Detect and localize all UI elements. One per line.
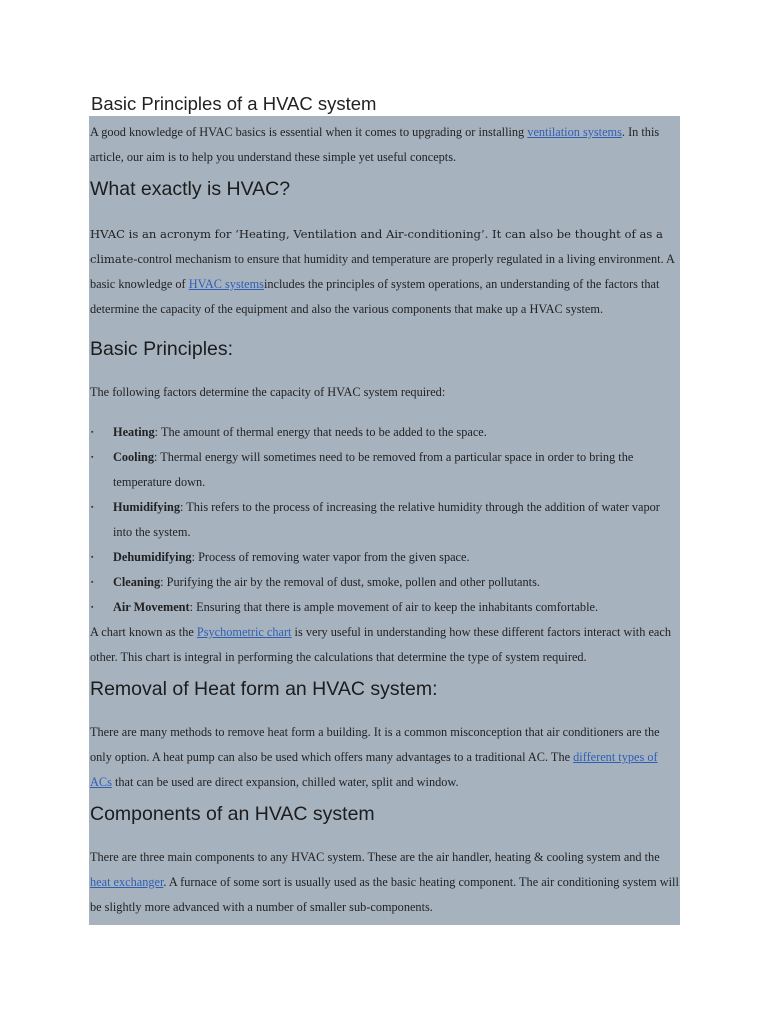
- intro-paragraph: [90, 120, 679, 170]
- chart-text-before: A chart known as the: [90, 625, 197, 639]
- link-ventilation-systems[interactable]: ventilation systems: [527, 125, 622, 139]
- bullet-icon: ▪: [91, 603, 94, 611]
- factor-term: Humidifying: [113, 500, 180, 514]
- chart-paragraph: [90, 620, 679, 670]
- what-is-text-2: -control mechanism to ensure that humidity and temperature are properly regulated in a living environment. A basic knowledge of: [90, 252, 675, 291]
- heading-removal-of-heat: Removal of Heat form an HVAC system:: [90, 678, 438, 700]
- link-psychometric-chart[interactable]: Psychometric chart: [196, 625, 292, 639]
- what-is-text-3: includes the principles of system operations, an understanding of the factors that determine the capacity of the equipment and also the various components that make up a HVAC system.: [90, 277, 660, 316]
- link-heat-exchanger[interactable]: heat exchanger: [90, 875, 164, 889]
- list-item-air-movement: [90, 595, 679, 620]
- components-text-after: . A furnace of some sort is usually used as the basic heating component. The air conditioning system will be slightly more advanced with a number of smaller sub-components.: [90, 875, 679, 914]
- factor-desc: : This refers to the process of increasing the relative humidity through the addition of water vapor into the system.: [113, 500, 660, 539]
- intro-text: A good knowledge of HVAC basics is essential when it comes to upgrading or installing: [90, 125, 528, 139]
- list-item-cooling: [90, 445, 679, 495]
- principles-lead: The following factors determine the capacity of HVAC system required:: [90, 385, 446, 399]
- components-text-before: There are three main components to any HVAC system. These are the air handler, heating & cooling system and the: [90, 850, 660, 864]
- components-paragraph: [90, 845, 679, 920]
- removal-paragraph: [90, 720, 679, 795]
- bullet-icon: ▪: [91, 453, 94, 461]
- link-hvac-systems[interactable]: HVAC systems: [188, 277, 264, 291]
- intro-text-after: . In this article, our aim is to help you understand these simple yet useful concepts.: [90, 125, 660, 164]
- factor-desc: : The amount of thermal energy that needs to be added to the space.: [154, 425, 487, 439]
- page-title: Basic Principles of a HVAC system: [91, 93, 377, 114]
- heading-basic-principles: Basic Principles:: [90, 338, 234, 360]
- bullet-icon: ▪: [91, 428, 94, 436]
- factor-term: Cleaning: [113, 575, 161, 589]
- article-body: [89, 116, 680, 925]
- chart-text-after: is very useful in understanding how these different factors interact with each other. This chart is integral in performing the calculations that determine the type of system required.: [90, 625, 671, 664]
- removal-text-after: that can be used are direct expansion, chilled water, split and window.: [111, 775, 459, 789]
- list-item-humidifying: [90, 495, 679, 545]
- list-item-dehumidifying: [90, 545, 679, 570]
- factor-term: Heating: [113, 425, 155, 439]
- heading-what-is-hvac: What exactly is HVAC?: [90, 178, 291, 200]
- bullet-icon: ▪: [91, 503, 94, 511]
- factor-desc: : Purifying the air by the removal of dust, smoke, pollen and other pollutants.: [160, 575, 540, 589]
- bullet-icon: ▪: [91, 553, 94, 561]
- what-is-text-1: HVAC is an acronym for ‘Heating, Ventilation and Air-conditioning’. It can also be thought of as a climate: [90, 227, 663, 266]
- factor-desc: : Ensuring that there is ample movement of air to keep the inhabitants comfortable.: [189, 600, 599, 614]
- factors-list: [90, 420, 679, 620]
- factor-term: Dehumidifying: [113, 550, 192, 564]
- factor-term: Cooling: [113, 450, 154, 464]
- bullet-icon: ▪: [91, 578, 94, 586]
- factor-desc: : Thermal energy will sometimes need to be removed from a particular space in order to bring the temperature down.: [113, 450, 634, 489]
- heading-components: Components of an HVAC system: [90, 803, 375, 825]
- factor-desc: : Process of removing water vapor from the given space.: [191, 550, 470, 564]
- link-different-types-of-acs[interactable]: different types of ACs: [90, 750, 658, 789]
- what-is-paragraph: [90, 222, 679, 322]
- factor-term: Air Movement: [113, 600, 190, 614]
- removal-text-before: There are many methods to remove heat form a building. It is a common misconception that air conditioners are the only option. A heat pump can also be used which offers many advantages to a traditional AC. The: [90, 725, 660, 764]
- list-item-heating: [90, 420, 679, 445]
- list-item-cleaning: [90, 570, 679, 595]
